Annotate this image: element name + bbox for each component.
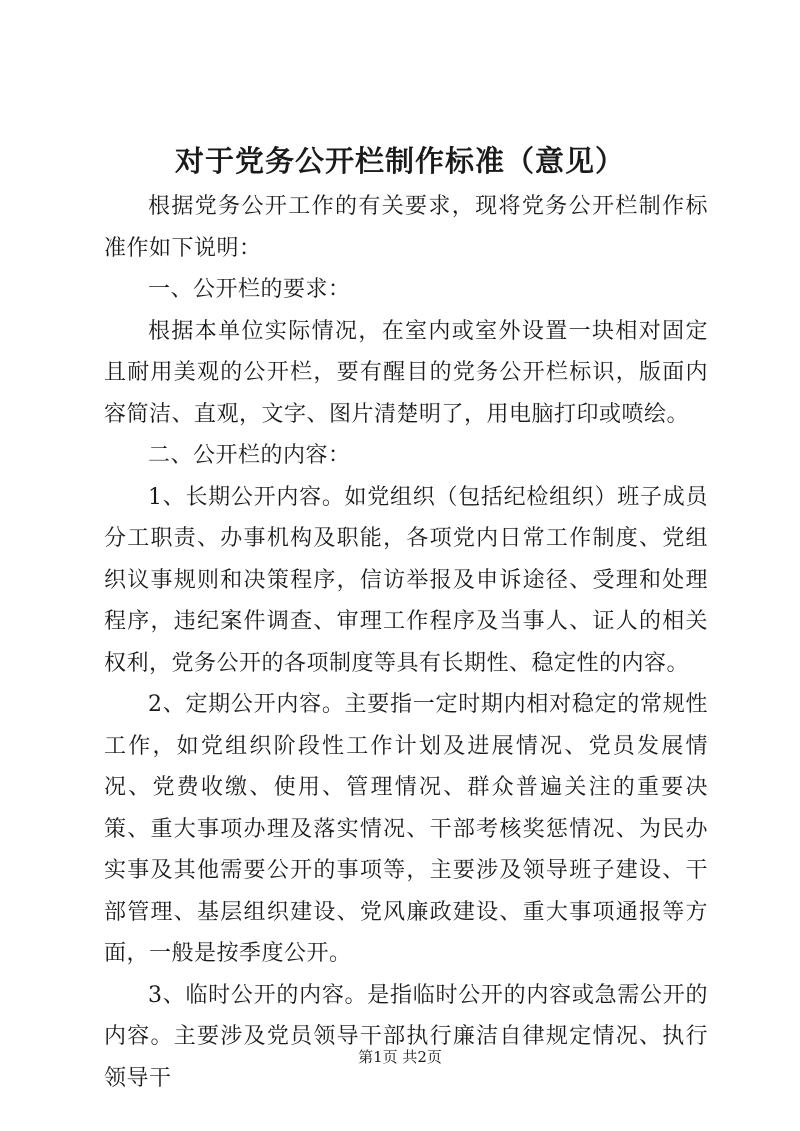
document-body: [104, 186, 708, 1099]
document-title: 对于党务公开栏制作标准（意见）: [174, 144, 625, 178]
paragraph-requirements: 根据本单位实际情况，在室内或室外设置一块相对固定且耐用美观的公开栏，要有醒目的党务公开栏标识，版面内容简洁、直观，文字、图片清楚明了，用电脑打印或喷绘。: [104, 318, 708, 427]
paragraph-long-term: 1、长期公开内容。如党组织（包括纪检组织）班子成员分工职责、办事机构及职能，各项党内日常工作制度、党组织议事规则和决策程序，信访举报及申诉途径、受理和处理程序，违纪案件调查、审理工作程序及当事人、证人的相关权利，党务公开的各项制度等具有长期性、稳定性的内容。: [104, 484, 708, 676]
section-heading-requirements: 一、公开栏的要求：: [148, 277, 351, 302]
paragraph-intro: 根据党务公开工作的有关要求，现将党务公开栏制作标准作如下说明：: [104, 194, 708, 261]
page-footer: 第1页 共2页: [358, 1048, 442, 1066]
section-heading-contents: 二、公开栏的内容：: [148, 443, 351, 468]
paragraph-periodic: 2、定期公开内容。主要指一定时期内相对稳定的常规性工作，如党组织阶段性工作计划及进展情况、党员发展情况、党费收缴、使用、管理情况、群众普遍关注的重要决策、重大事项办理及落实情况、干部考核奖惩情况、为民办实事及其他需要公开的事项等，主要涉及领导班子建设、干部管理、基层组织建设、党风廉政建设、重大事项通报等方面，一般是按季度公开。: [104, 692, 708, 966]
paragraph-temporary: 3、临时公开的内容。是指临时公开的内容或急需公开的内容。主要涉及党员领导干部执行廉洁自律规定情况、执行领导干: [104, 982, 708, 1091]
